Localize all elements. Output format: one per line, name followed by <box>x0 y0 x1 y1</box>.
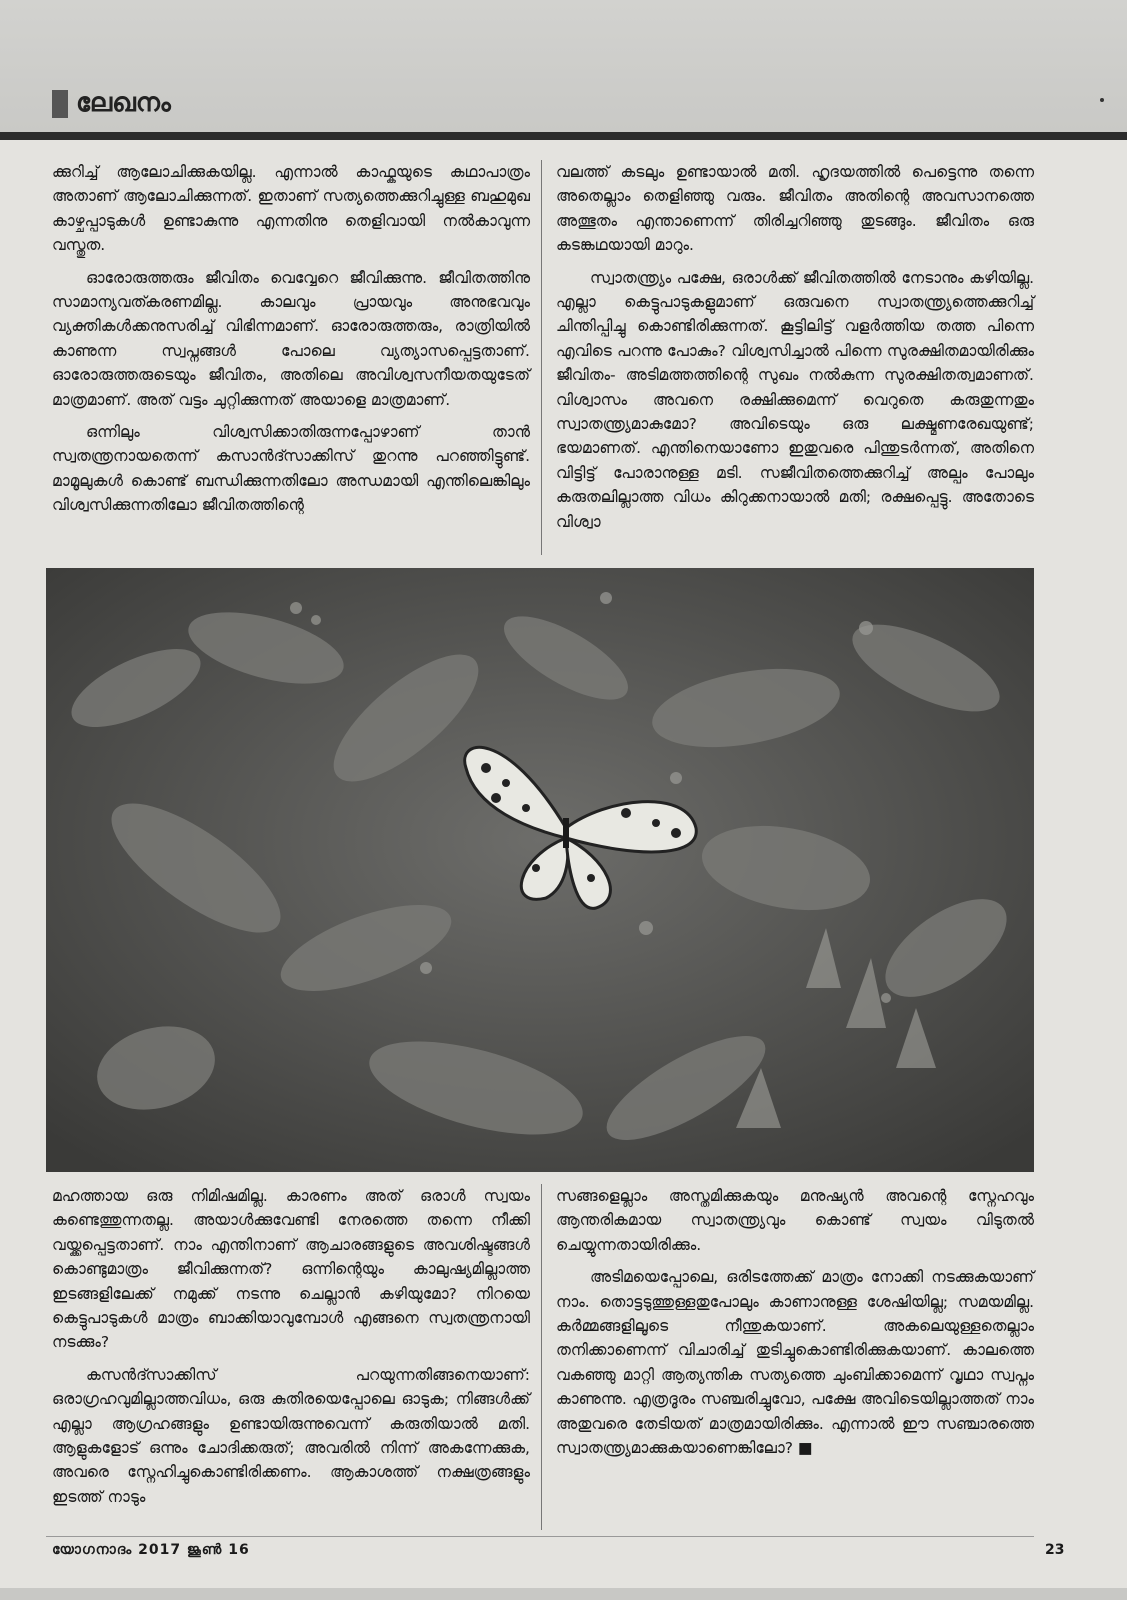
header-rule <box>0 132 1127 140</box>
bottom-left-column <box>52 1184 530 1517</box>
top-right-column <box>556 160 1034 542</box>
paragraph: ഒന്നിലും വിശ്വസിക്കാതിരുന്നപ്പോഴാണ് താൻ സ്വതന്ത്രനായതെന്ന് കസാൻദ്സാക്കിസ് തുറന്നു പറഞ്ഞിട്ടുണ്ട്. മാമൂലുകൾ കൊണ്ട് ബന്ധിക്കുന്നതിലോ അന്ധമായി എന്തിലെങ്കിലും വിശ്വസിക്കുന്നതിലോ ജീവിതത്തിന്റെ <box>52 423 530 515</box>
section-label: ലേഖനം <box>76 88 171 118</box>
column-rule <box>541 1184 542 1530</box>
header-dot <box>1100 98 1104 102</box>
page-number: 23 <box>1045 1542 1065 1558</box>
paragraph: അടിമയെപ്പോലെ, ഒരിടത്തേക്ക് മാത്രം നോക്കി നടക്കുകയാണ് നാം. തൊട്ടടുത്തുള്ളതുപോലും കാണാനുള്ള ശേഷിയില്ല; സമയമില്ല. കർമ്മങ്ങളിലൂടെ നീന്തുകയാണ്. അകലെയുള്ളതെല്ലാം തനിക്കാണെന്ന് വിചാരിച്ച് തുടിച്ചുകൊണ്ടിരിക്കുകയാണ്. കാലത്തെ വകഞ്ഞു മാറ്റി ആത്യന്തിക സത്യത്തെ ചുംബിക്കാമെന്ന് വൃഥാ സ്വപ്നം കാണുന്നു. എത്രദൂരം സഞ്ചരിച്ചുവോ, പക്ഷേ അവിടെയില്ലാത്തത് നാം അതുവരെ തേടിയത് മാത്രമായിരിക്കും. എന്നാൽ ഈ സഞ്ചാരത്തെ സ്വാതന്ത്ര്യമാക്കുകയാണെങ്കിലോ? ■ <box>556 1268 1034 1458</box>
paragraph: ക്കുറിച്ച് ആലോചിക്കുകയില്ല. എന്നാൽ കാഫ്കയുടെ കഥാപാത്രം അതാണ് ആലോചിക്കുന്നത്. ഇതാണ് സത്യത്തെക്കുറിച്ചുള്ള ബഹുമുഖ കാഴ്ചപ്പാടുകൾ ഉണ്ടാകുന്നു എന്നതിനു തെളിവായി നൽകാവുന്ന വസ്തുത. <box>52 163 530 255</box>
paragraph: വലത്ത് കടലും ഉണ്ടായാൽ മതി. ഹൃദയത്തിൽ പെട്ടെന്നു തന്നെ അതെല്ലാം തെളിഞ്ഞു വരും. ജീവിതം അതിന്റെ അവസാനത്തെ അത്ഭുതം എന്താണെന്ന് തിരിച്ചറിഞ്ഞു തുടങ്ങും. ജീവിതം ഒരു കടങ്കഥയായി മാറും. <box>556 163 1034 255</box>
section-marker-block <box>52 90 68 118</box>
butterfly-photo <box>46 568 1034 1172</box>
section-tag <box>52 88 171 119</box>
paragraph: സ്വാതന്ത്ര്യം പക്ഷേ, ഒരാൾക്ക് ജീവിതത്തിൽ നേടാനും കഴിയില്ല. എല്ലാ കെട്ടുപാടുകളുമാണ് ഒരുവനെ സ്വാതന്ത്ര്യത്തെക്കുറിച്ച് ചിന്തിപ്പിച്ചു കൊണ്ടിരിക്കുന്നത്. കൂട്ടിലിട്ട് വളർത്തിയ തത്ത പിന്നെ എവിടെ പറന്നു പോകും? വിശ്വസിച്ചാൽ പിന്നെ സുരക്ഷിതമായിരിക്കും ജീവിതം- അടിമത്തത്തിന്റെ സുഖം നൽകുന്ന സുരക്ഷിതത്വമാണത്. വിശ്വാസം അവനെ രക്ഷിക്കുമെന്ന് വെറുതെ കരുതുന്നതും സ്വാതന്ത്ര്യമാകുമോ? അവിടെയും ഒരു ലക്ഷ്മണരേഖയുണ്ട്; ഭയമാണത്. എന്തിനെയാണോ ഇതുവരെ പിന്തുടർന്നത്, അതിനെ വിട്ടിട്ട് പോരാനുള്ള മടി. സജീവിതത്തെക്കുറിച്ച് അല്പം പോലും കരുതലില്ലാത്ത വിധം കിറുക്കനായാൽ മതി; രക്ഷപ്പെട്ടു. അതോടെ വിശ്വാ <box>556 268 1034 531</box>
top-left-column <box>52 160 530 526</box>
paragraph: മഹത്തായ ഒരു നിമിഷമില്ല. കാരണം അത് ഒരാൾ സ്വയം കണ്ടെത്തുന്നതല്ല. അയാൾക്കുവേണ്ടി നേരത്തെ തന്നെ നീക്കി വയ്ക്കപ്പെട്ടതാണ്. നാം എന്തിനാണ് ആചാരങ്ങളുടെ അവശിഷ്ടങ്ങൾ കൊണ്ടുമാത്രം ജീവിക്കുന്നത്? ഒന്നിന്റെയും കാലുഷ്യമില്ലാത്ത ഇടങ്ങളിലേക്ക് നമുക്ക് നടന്നു ചെല്ലാൻ കഴിയുമോ? നിറയെ കെട്ടുപാടുകൾ മാത്രം ബാക്കിയാവുമ്പോൾ എങ്ങനെ സ്വതന്ത്രനായി നടക്കും? <box>52 1187 530 1352</box>
footer-rule <box>46 1536 1034 1537</box>
bottom-right-column <box>556 1184 1034 1468</box>
bottom-scan-edge <box>0 1588 1127 1600</box>
paragraph: ഓരോരുത്തരും ജീവിതം വെവ്വേറെ ജീവിക്കുന്നു. ജീവിതത്തിനു സാമാന്യവത്കരണമില്ല. കാലവും പ്രായവും അനുഭവവും വ്യക്തികൾക്കനുസരിച്ച് വിഭിന്നമാണ്. ഓരോരുത്തരും, രാത്രിയിൽ കാണുന്ന സ്വപ്നങ്ങൾ പോലെ വ്യത്യാസപ്പെട്ടതാണ്. ഓരോരുത്തരുടെയും ജീവിതം, അതിലെ അവിശ്വസനീയതയുടേത് മാത്രമാണ്. അത് വട്ടം ചുറ്റിക്കുന്നത് അയാളെ മാത്രമാണ്. <box>52 268 530 409</box>
paragraph: സങ്ങളെല്ലാം അസ്തമിക്കുകയും മനുഷ്യൻ അവന്റെ സ്നേഹവും ആന്തരികമായ സ്വാതന്ത്ര്യവും കൊണ്ട് സ്വയം വിടുതൽ ചെയ്യുന്നതായിരിക്കും. <box>556 1187 1034 1254</box>
butterfly-photo-illustration <box>46 568 1034 1172</box>
footer-issue: യോഗനാദം 2017 ജൂൺ 16 <box>52 1542 250 1558</box>
column-rule <box>541 160 542 555</box>
paragraph: കസൻദ്സാക്കിസ് പറയുന്നതിങ്ങനെയാണ്: ഒരാഗ്രഹവുമില്ലാത്തവിധം, ഒരു കുതിരയെപ്പോലെ ഓടുക; നിങ്ങൾക്ക് എല്ലാ ആഗ്രഹങ്ങളും ഉണ്ടായിരുന്നുവെന്ന് കരുതിയാൽ മതി. ആളുകളോട് ഒന്നും ചോദിക്കരുത്; അവരിൽ നിന്ന് അകന്നേക്കുക, അവരെ സ്നേഹിച്ചുകൊണ്ടിരിക്കണം. ആകാശത്ത് നക്ഷത്രങ്ങളും ഇടത്ത് നാടും <box>52 1365 530 1506</box>
